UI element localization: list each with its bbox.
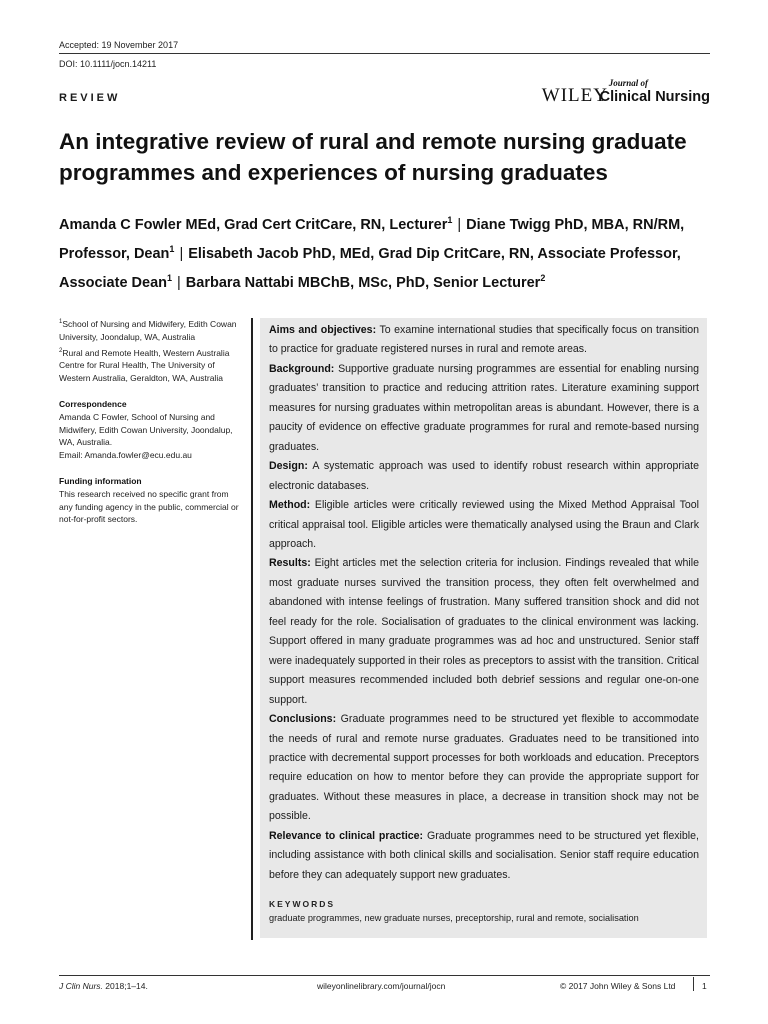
abstract-label: Method: — [269, 499, 311, 512]
author-affiliation-number: 1 — [167, 273, 173, 283]
accepted-date: Accepted: 19 November 2017 — [59, 40, 179, 50]
abstract-label: Background: — [269, 362, 335, 375]
page-number: 1 — [702, 981, 707, 991]
abstract-text: Graduate programmes need to be structured yet flexible, including assistance with both clinical skills and socialisation. Senior staff require education before they can adequately support new graduates. — [269, 829, 699, 881]
footer-url[interactable]: wileyonlinelibrary.com/journal/jocn — [317, 981, 446, 991]
footer-separator — [693, 977, 694, 991]
affiliation-text: School of Nursing and Midwifery, Edith Cowan University, Joondalup, WA, Australia — [59, 319, 237, 342]
affiliations — [59, 318, 244, 385]
abstract-label: Relevance to clinical practice: — [269, 829, 424, 842]
journal-of-text: Journal of — [608, 78, 648, 88]
abstract-conclusions — [269, 710, 699, 827]
header-rule — [59, 53, 710, 54]
abstract-results — [269, 554, 699, 710]
abstract-label: Design: — [269, 460, 308, 473]
abstract-method — [269, 496, 699, 554]
footer-rule — [59, 975, 710, 976]
citation-details: 2018;1–14. — [102, 981, 148, 991]
author-separator: | — [177, 275, 181, 291]
author-affiliation-number: 2 — [540, 273, 546, 283]
author-name: Amanda C Fowler MEd, Grad Cert CritCare, RN, Lecturer — [59, 217, 448, 233]
correspondence-email[interactable]: Email: Amanda.fowler@ecu.edu.au — [59, 450, 192, 461]
abstract-text: Graduate programmes need to be structured yet flexible to accommodate the needs of rural and remote nurse graduates. Graduates need to be transitioned into practice with decremental support processes for both workloads and education. Preceptors require education on how to mentor before they can provide the appropriate support for graduates. Without these measures in place, a decrease in transition shock may not be possible. — [269, 713, 700, 823]
author-name: Diane Twigg PhD, MBA, RN/RM, Professor, Dean — [59, 217, 685, 262]
citation-journal: J Clin Nurs. — [59, 981, 103, 991]
footer-copyright: © 2017 John Wiley & Sons Ltd — [560, 981, 676, 991]
abstract-text: A systematic approach was used to identify robust research within appropriate electronic databases. — [269, 460, 699, 492]
abstract-relevance — [269, 827, 699, 885]
author-list — [59, 211, 719, 298]
funding-text: This research received no specific grant from any funding agency in the public, commercial or not-for-profit sectors. — [59, 488, 239, 525]
correspondence-address: Amanda C Fowler, School of Nursing and Midwifery, Edith Cowan University, Joondalup, WA, Australia. — [59, 411, 233, 448]
correspondence — [59, 398, 244, 462]
journal-name: Clinical Nursing — [599, 89, 710, 105]
author-separator: | — [179, 246, 184, 262]
abstract-text: Eight articles met the selection criteria for inclusion. Findings revealed that while most graduate nurses survived the transition process, they often felt overwhelmed and abandoned with intense feelings of frustration. Many suffered transition shock and did not feel ready for the role. Socialisation of graduates to the clinical environment was lacking. Support offered in many graduate programmes was ad hoc and unstructured. Senior staff were inadequately supported in their roles as preceptors to assist with the transition. Critical support measures recommended included both debrief sessions and regular one-on-one support. — [269, 557, 699, 706]
author-affiliation-number: 1 — [169, 244, 175, 254]
funding-heading: Funding information — [59, 475, 142, 486]
affiliation-number: 1 — [59, 319, 63, 325]
abstract-text: Supportive graduate nursing programmes are essential for enabling nursing graduates’ transition to practice and reducing attrition rates. Literature examining support measures for nursing graduates within metropolitan areas is abundant. However, there is a paucity of evidence on effective graduate programmes for rural and remote-based nursing graduates. — [269, 362, 699, 453]
doi[interactable]: DOI: 10.1111/jocn.14211 — [59, 59, 157, 69]
abstract-box — [260, 318, 707, 938]
abstract-divider — [251, 318, 253, 940]
abstract-label: Conclusions: — [269, 713, 337, 726]
abstract-background — [269, 360, 699, 457]
abstract-label: Results: — [269, 557, 311, 570]
publisher-logo: WILEY — [541, 85, 608, 106]
abstract-aims — [269, 321, 699, 360]
affiliation-item — [59, 318, 244, 344]
abstract-text: Eligible articles were critically reviewed using the Mixed Method Appraisal Tool critical appraisal tool. Eligible articles were thematically analysed using the Braun and Clark approach. — [269, 499, 699, 550]
abstract-label: Aims and objectives: — [269, 324, 377, 336]
affiliation-number: 2 — [59, 347, 63, 354]
abstract-design — [269, 457, 699, 496]
author-name: Elisabeth Jacob PhD, MEd, Grad Dip CritCare, RN, Associate Professor, Associate Dean — [59, 246, 681, 291]
affiliation-item — [59, 347, 244, 385]
article-title: An integrative review of rural and remote nursing graduate programmes and experiences of nursing graduates — [59, 129, 687, 185]
affiliation-text: Rural and Remote Health, Western Australia Centre for Rural Health, The University of Western Australia, Geraldton, WA, Australia — [59, 347, 230, 384]
correspondence-heading: Correspondence — [59, 398, 127, 409]
author-affiliation-number: 1 — [447, 215, 453, 225]
abstract-text: To examine international studies that specifically focus on transition to practice for graduate registered nurses in rural and remote areas. — [269, 324, 699, 356]
section-label: REVIEW — [59, 92, 121, 104]
author-name: Barbara Nattabi MBChB, MSc, PhD, Senior Lecturer — [185, 275, 541, 291]
keywords-text: graduate programmes, new graduate nurses, preceptorship, rural and remote, socialisation — [269, 913, 639, 924]
journal-logo — [510, 78, 710, 108]
footer-citation — [59, 981, 148, 991]
author-separator: | — [457, 217, 462, 233]
funding — [59, 475, 244, 526]
keywords-heading: KEYWORDS — [269, 899, 336, 910]
sidebar — [59, 318, 244, 539]
